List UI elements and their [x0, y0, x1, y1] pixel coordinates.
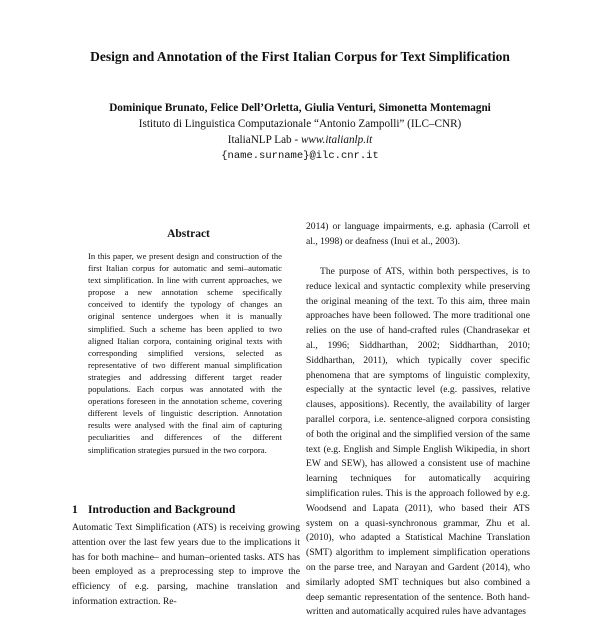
- author-names: Dominique Brunato, Felice Dell’Orletta, Giulia Venturi, Simonetta Montemagni: [109, 102, 491, 114]
- author-block: [40, 100, 560, 164]
- intro-paragraph: Automatic Text Simplification (ATS) is receiving growing attention over the last few years due to the implications it has for both machine– and human–oriented tasks. ATS has been employed as a preprocessing step to improve the efficiency of e.g. parsing, machine translation and information extraction. Re-: [72, 522, 300, 607]
- abstract-text: In this paper, we present design and construction of the first Italian corpus for automatic and semi–automatic text simplification. In line with current approaches, we propose a new annotation scheme specifically conceived to identify the typology of changes an original sentence undergoes when it is manually simplified. Such a scheme has been applied to two aligned Italian corpora, containing original texts with corresponding simplified versions, selected as representative of two different manual simplification strategies and addressing different target reader populations. Each corpus was annotated with the operations foreseen in the annotation scheme, covering different levels of linguistic description. Annotation results were analysed with the final aim of capturing peculiarities and differences of the different simplification strategies pursued in the two corpora.: [88, 251, 282, 455]
- paper-title: Design and Annotation of the First Italian Corpus for Text Simplification: [90, 49, 510, 64]
- author-email: {name.surname}@ilc.cnr.it: [221, 150, 379, 162]
- section-heading: [72, 503, 302, 517]
- lab-line: [40, 132, 560, 148]
- lab-name: ItaliaNLP Lab -: [227, 134, 301, 146]
- abstract-heading: Abstract: [167, 228, 210, 240]
- section-title: Introduction and Background: [88, 504, 236, 516]
- right-column-continuation: 2014) or language impairments, e.g. aphasia (Carroll et al., 1998) or deafness (Inui et al., 2003).: [306, 221, 530, 247]
- affiliation: Istituto di Linguistica Computazionale “Antonio Zampolli” (ILC–CNR): [138, 118, 462, 130]
- right-column-paragraph: The purpose of ATS, within both perspectives, is to reduce lexical and syntactic complexity while preserving the original meaning of the text. To this aim, three main approaches have been followed. The more traditional one relies on the use of hand-crafted rules (Chandrasekar et al., 1996; Siddharthan, 2002; Siddharthan, 2010; Siddharthan, 2011), which typically cover specific phenomena that are symptoms of linguistic complexity, especially at the syntactic level (e.g. passives, relative clauses, appositions). Recently, the availability of larger parallel corpora, i.e. sentence-aligned corpora consisting of both the original and the simplified version of the same text (e.g. English and Simple English Wikipedia, in short EW and SEW), has allowed a consistent use of machine learning techniques for automatically acquiring simplification rules. This is the approach followed by e.g. Woodsend and Lapata (2011), who based their ATS system on a quasi-synchronous grammar, Zhu et al. (2010), who adapted a Statistical Machine Translation (SMT) algorithm to implement simplification operations on the parse tree, and Narayan and Gardent (2014), who similarly adopted SMT techniques but also combined a deep semantic representation of the sentence. Both hand-written and automatically acquired rules have advantages: [306, 266, 530, 618]
- lab-url: www.italianlp.it: [300, 134, 373, 146]
- section-number: 1: [72, 504, 78, 516]
